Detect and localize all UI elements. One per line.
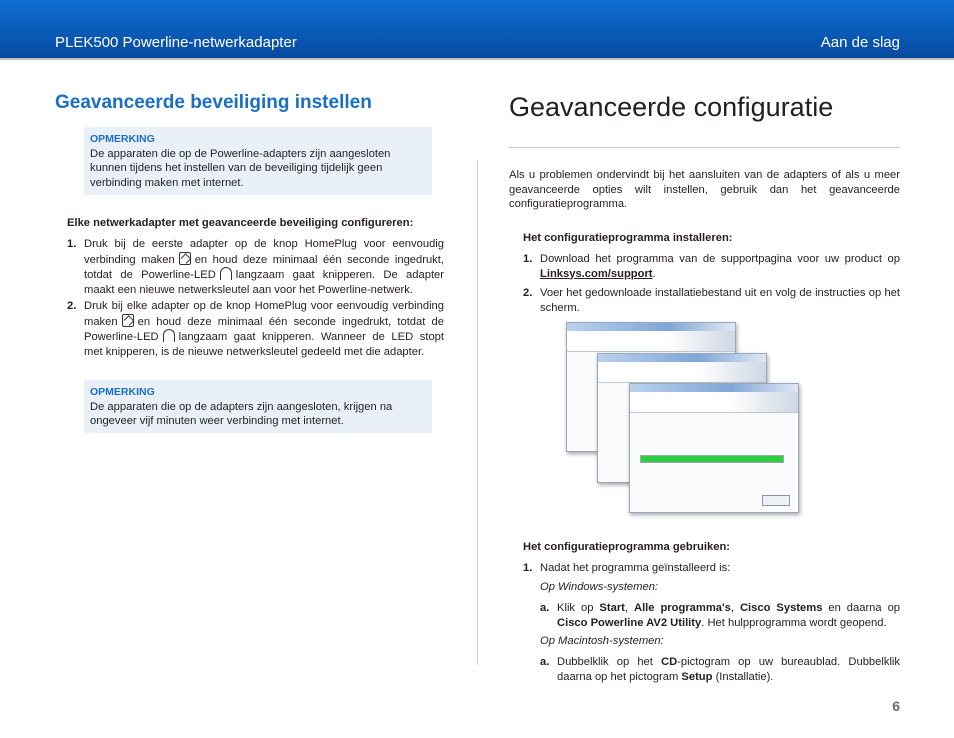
step-number: 1. bbox=[67, 238, 77, 250]
homeplug-button-icon bbox=[179, 252, 191, 265]
mac-step-a: Dubbelklik op het CD-pictogram op uw bureaublad. Dubbelklik daarna op het pictogram Setup (Installatie). bbox=[557, 656, 901, 683]
install-step-1: Download het programma van de supportpagina voor uw product op Linksys.com/support. bbox=[540, 253, 900, 280]
right-heading: Geavanceerde configuratie bbox=[509, 92, 834, 122]
header-divider bbox=[0, 58, 954, 60]
windows-step-a: Klik op Start, Alle programma's, Cisco Systems en daarna op Cisco Powerline AV2 Utility. Het hulpprogramma wordt geopend. bbox=[557, 602, 901, 629]
step-2-text: Druk bij elke adapter op de knop HomePlug voor eenvoudig verbinding maken en houd deze minimaal één seconde ingedrukt, totdat de Powerline-LED langzaam gaat knipperen. Wanneer de LED stopt met knipperen, is de nieuwe netwerksleutel gedeeld met die adapter. bbox=[84, 300, 444, 358]
note-text: De apparaten die op de adapters zijn aangesloten, krijgen na ongeveer vijf minuten weer verbinding met internet. bbox=[90, 400, 393, 427]
note-text: De apparaten die op de Powerline-adapters zijn aangesloten kunnen tijdens het instellen van de beveiliging tijdelijk geen verbinding maken met internet. bbox=[90, 147, 391, 189]
windows-label: Op Windows-systemen: bbox=[540, 581, 659, 593]
section-title: Aan de slag bbox=[820, 34, 900, 51]
powerline-led-icon bbox=[220, 267, 232, 280]
page-header bbox=[0, 0, 954, 58]
step-number: 1. bbox=[523, 562, 533, 574]
note-box-2 bbox=[84, 380, 432, 433]
heading-rule bbox=[509, 147, 900, 148]
install-progress-bar bbox=[640, 455, 784, 463]
mac-label: Op Macintosh-systemen: bbox=[540, 635, 664, 647]
cancel-button bbox=[762, 495, 790, 506]
substep-letter: a. bbox=[540, 602, 550, 614]
note-box-1 bbox=[84, 127, 432, 195]
intro-paragraph: Als u problemen ondervindt bij het aansluiten van de adapters of als u meer geavanceerde opties wilt instellen, gebruik dan het geavanceerde configuratieprogramma. bbox=[509, 169, 900, 210]
powerline-led-icon bbox=[163, 329, 175, 342]
note-label: OPMERKING bbox=[90, 386, 155, 398]
install-step-2: Voer het gedownloade installatiebestand uit en volg de instructies op het scherm. bbox=[540, 287, 900, 314]
installer-screenshot-status bbox=[629, 383, 799, 513]
homeplug-button-icon bbox=[122, 314, 134, 327]
column-divider bbox=[477, 160, 478, 665]
document-title: PLEK500 Powerline-netwerkadapter bbox=[55, 34, 297, 51]
step-number: 2. bbox=[523, 287, 533, 299]
step-1-text: Druk bij de eerste adapter op de knop HomePlug voor eenvoudig verbinding maken en houd deze minimaal één seconde ingedrukt, totdat de Powerline-LED langzaam gaat knipperen. De adapter maakt een nieuwe netwerksleutel aan voor het Powerline-netwerk. bbox=[84, 238, 444, 296]
note-label: OPMERKING bbox=[90, 133, 155, 145]
step-number: 2. bbox=[67, 300, 77, 312]
left-heading: Geavanceerde beveiliging instellen bbox=[55, 92, 372, 113]
step-number: 1. bbox=[523, 253, 533, 265]
left-subheading: Elke netwerkadapter met geavanceerde beveiliging configureren: bbox=[67, 217, 414, 229]
substep-letter: a. bbox=[540, 656, 550, 668]
support-link[interactable]: Linksys.com/support bbox=[540, 267, 653, 280]
use-heading: Het configuratieprogramma gebruiken: bbox=[523, 541, 731, 553]
page-number: 6 bbox=[892, 698, 900, 714]
use-step-1: Nadat het programma geïnstalleerd is: bbox=[540, 562, 731, 574]
install-heading: Het configuratieprogramma installeren: bbox=[523, 232, 733, 244]
